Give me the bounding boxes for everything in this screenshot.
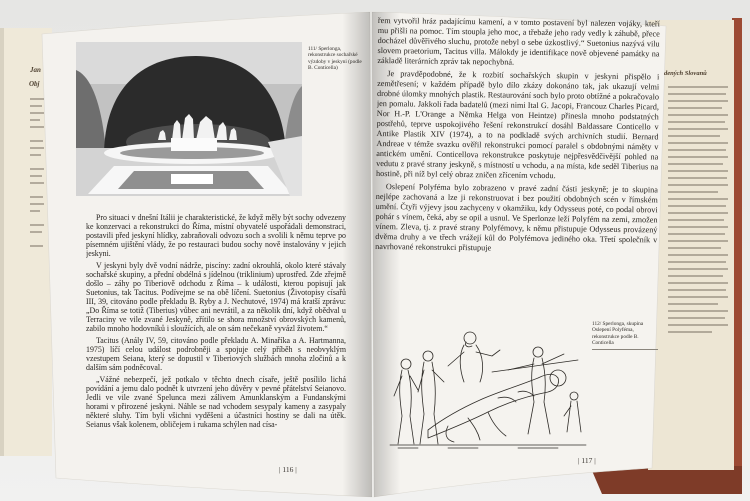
flap-text-line	[668, 226, 728, 228]
left-page-text	[86, 213, 346, 463]
flap-text-line	[668, 205, 726, 207]
flap-text-line	[30, 154, 41, 156]
paragraph: řem vytvořil hráz padajícímu kamení, a v tomto postavení byl nalezen vojáky, kteří mu přišli na pomoc. Tím stoupla jeho moc, a třebaže jeho rady vedly k záhubě, přece docházel důvěřivého sluchu, protože nebyl o sebe úzkostlivý.“ Suetonius nazývá vilu slovem praetorium, Tacitus villa. Málokdy je identifikace nově objevené památky na základě literárních zpráv tak nepochybná.	[377, 16, 660, 67]
flap-text-line	[30, 224, 44, 226]
flap-text-line	[668, 254, 728, 256]
left-flap-edge	[0, 28, 4, 456]
flap-text-line	[30, 182, 44, 184]
flap-text-line	[668, 128, 728, 130]
flap-text-line	[668, 163, 723, 165]
flap-text-line	[668, 331, 712, 333]
flap-text-line	[668, 100, 728, 102]
companion-figure-far-right	[564, 392, 581, 432]
paragraph: Pro situaci v dnešní Itálii je charakteristické, že když měly být sochy odvezeny ke konzervaci a rekonstrukci do Říma, místní obyvatelé uspořádali demonstraci, postavili před jeskyní hlídky, zabraňovali odvozu soch a svolili k němu teprve po písemném ujištění vlády, že po restauraci budou sochy nově instalovány v jejich jeskyni.	[86, 213, 346, 258]
flap-text-line	[30, 203, 44, 205]
companion-figure-second	[418, 351, 444, 444]
flap-text-line	[668, 142, 728, 144]
paragraph: Tacitus (Anály IV, 59, citováno podle překladu A. Minaříka a A. Hartmanna, 1975) líčí celou událost podrobněji a spojuje celý příběh s neobvyklým vzestupem Seiana, který se dopustil v Tiberiových službách mnoha zločinů a k dalším sám podněcoval.	[86, 336, 346, 372]
flap-text-line	[668, 149, 726, 151]
flap-text-line	[30, 98, 44, 100]
companion-figure-left	[394, 359, 418, 444]
flap-text-line	[668, 296, 728, 298]
flap-text-line	[668, 261, 726, 263]
flap-text-line	[30, 126, 44, 128]
left-flap-heading-1: Jan	[30, 66, 41, 74]
flap-text-line	[668, 177, 727, 179]
flap-text-line	[668, 212, 728, 214]
flap-text-line	[668, 317, 725, 319]
paragraph: V jeskyni byly dvě vodní nádrže, piscíny: zadní okrouhlá, okolo které stávaly sochařské skupiny, a přední obdélná s jídelnou (triklinium) uprostřed. Zde zřejmě došlo – záhy po Tiberiově odchodu z Říma – k události, kterou popisují jak Suetonius, tak Tacitus. Podívejme se na obě líčení. Suetonius (Životopisy císařů III, 39, citováno podle překladu B. Ryby a J. Nechutové, 1974) má kratší zprávu: „Do Říma se totiž (Tiberius) vůbec ani nevrátil, a za několik dní, když obědval u Terraciny ve vile zvané Jeskyně, zřítilo se shora množství obrovských kamenů, zabilo mnoho hodovníků i sloužících, ale on sám nečekaně vyvázl životem.“	[86, 261, 346, 333]
flap-text-line	[668, 303, 718, 305]
flap-text-line	[30, 140, 43, 142]
flap-text-line	[668, 310, 728, 312]
stake	[492, 360, 578, 372]
flap-text-line	[30, 210, 40, 212]
flap-text-line	[30, 245, 43, 247]
flap-text-line	[30, 112, 44, 114]
flap-text-line	[668, 121, 725, 123]
figure-111-caption: 111/ Sperlonga, rekonstrukce sochařské výzdoby v jeskyni (podle B. Conticella)	[308, 46, 362, 72]
paragraph: Oslepení Polyféma bylo zobrazeno v pravé zadní části jeskyně; je to skupina nejlépe zachovaná a lze ji rekonstruovat i bez použití obdobných scén v římském umění. Čtyři výjevy jsou zachyceny v okamžiku, kdy Odysseus poté, co podal obrovi pohár s vínem, čeká, aby se opil a usnul. Ve Sperlonze leží Polyfém na zemi, zmožen vínem. Zleva, tj. z pravé strany Polyfémovy, k němu přistupuje Odysseus provázený dvěma druhy a ve třech vrážejí kůl do Polyfémova jediného oka. Třetí společník v navrhované rekonstrukci přistupuje	[375, 182, 658, 253]
right-page-text	[374, 16, 660, 323]
companion-figure-right	[508, 347, 564, 434]
page-number-left: | 116 |	[279, 465, 297, 474]
flap-text-line	[668, 170, 728, 172]
triclinium-platform	[171, 174, 213, 184]
paragraph: „Vážné nebezpečí, jež potkalo v těchto dnech císaře, ještě posílilo lichá povídání a jemu dalo podnět k utvrzení jeho důvěry v pevné přátelství Seianovo. Jedli ve vile zvané Spelunca mezi zálivem Amunklanským a Fundanskými horami v přirozené jeskyni. Náhle se nad vchodem sesypaly kameny a zasypaly některé sluhy. Tím byli všichni vyděšeni a účastníci hostiny se dali na útěk. Seianus však kolenem, obličejem i rukama schýlen nad císa-	[86, 375, 346, 429]
right-flap-heading: dených Slovanů	[664, 70, 707, 77]
flap-text-line	[668, 240, 728, 242]
odysseus-figure	[448, 332, 500, 382]
flap-text-line	[30, 196, 43, 198]
flap-text-line	[30, 231, 42, 233]
flap-text-line	[668, 268, 728, 270]
paragraph: Je pravděpodobné, že k rozbití sochařských skupin v jeskyni přispělo i zemětřesení; v každém případě bylo dílo zkázy dokonáno tak, jak ukazují velmi drobné úlomky mnohých plastik. Restaurování soch bylo proto obtížné a pokračovalo jen pomalu. Jakkoli řada badatelů (mezi nimi Ital G. Jacopi, Francouz Charles Picard, Nor H.-P. L'Orange a Němka Helga von Heintze) přinesla mnoho podstatných postřehů, teprve uspokojivého řešení rekonstrukcí dosáhl Baldassare Conticello v Antike Plastik XIV (1974), a to na podkladě svých archivních studií. Bernard Andreae v témže svazku ověřil rekonstrukci pomocí paralel s obdobnými náměty v antickém umění. Conticellova rekonstrukce poskytuje nejpřesvědčivější pohled na vedutu z pravé strany jeskyně, s místností u vchodu, a na místa, kde seděl Tiberius na hostině, při níž byl celý obraz zničen zřícením vchodu.	[376, 69, 660, 181]
flap-text-line	[668, 135, 720, 137]
flap-text-line	[668, 191, 718, 193]
left-flap-heading-2: Obj	[29, 80, 40, 88]
figure-112-caption: 112/ Sperlonga, skupina Oslepení Polyféma, rekonstrukce podle B. Conticella	[592, 321, 658, 350]
flap-text-line	[30, 147, 44, 149]
flap-text-line	[668, 282, 728, 284]
sperlonga-cave-photo	[76, 42, 302, 196]
flap-text-line	[668, 93, 726, 95]
flap-text-line	[30, 105, 42, 107]
flap-text-line	[668, 289, 726, 291]
flap-text-line	[668, 107, 722, 109]
flap-text-line	[668, 324, 728, 326]
drawing-base	[390, 445, 586, 448]
flap-text-line	[668, 219, 724, 221]
flap-text-line	[668, 233, 725, 235]
flap-text-line	[668, 198, 728, 200]
flap-text-line	[668, 156, 728, 158]
flap-text-line	[668, 247, 721, 249]
page-number-right: | 117 |	[578, 456, 596, 465]
flap-text-line	[30, 168, 44, 170]
flap-text-line	[668, 275, 723, 277]
flap-text-line	[668, 114, 728, 116]
polyphemus-group-drawing	[388, 326, 588, 454]
flap-text-line	[30, 119, 40, 121]
pool-island	[171, 138, 217, 151]
flap-text-line	[668, 184, 728, 186]
flap-text-line	[30, 175, 42, 177]
flap-text-line	[668, 86, 728, 88]
